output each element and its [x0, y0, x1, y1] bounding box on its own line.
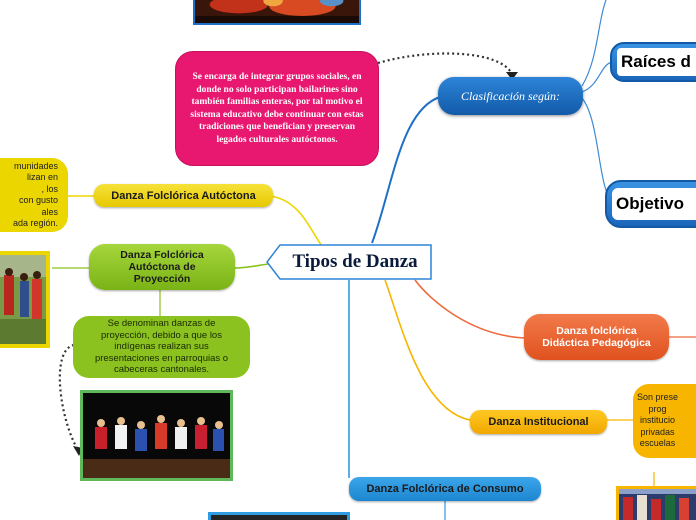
- note-integrar-grupos[interactable]: [175, 51, 379, 166]
- note-institucional[interactable]: [633, 384, 696, 458]
- node-proyeccion-label: Danza Folclórica Autóctona de Proyección: [120, 249, 204, 285]
- node-objetivos-label: Objetivo: [612, 188, 696, 220]
- node-central-tipos-de-danza[interactable]: [266, 244, 432, 280]
- dance-photo-top: [193, 0, 361, 25]
- note-integrar-text: Se encarga de integrar grupos sociales, en donde no solo participan bailarines sino también familias enteras, por tal motivo el sistema educativo debe continuar con estas tradiciones que benefician y preservan legados culturales autóctonos.: [190, 72, 364, 145]
- dance-photo-bottom-right: [616, 486, 696, 520]
- node-consumo-label: Danza Folclórica de Consumo: [366, 483, 524, 495]
- node-proyeccion[interactable]: [89, 244, 235, 290]
- dance-photo-bottom-left: [208, 512, 350, 520]
- central-node-label: Tipos de Danza: [292, 251, 418, 272]
- node-raices-label: Raíces d: [617, 48, 696, 76]
- note-proyeccion-text: Se denominan danzas de proyección, debido a que los indígenas realizan sus presentaciones en parroquias o cabeceras cantonales.: [94, 318, 229, 376]
- node-didactica-label: Danza folclórica Didáctica Pedagógica: [542, 325, 651, 349]
- node-autoctona-label: Danza Folclórica Autóctona: [111, 189, 256, 202]
- note-proyeccion[interactable]: [73, 316, 250, 378]
- node-clasificacion-label: Clasificación según:: [461, 88, 560, 103]
- node-institucional-label: Danza Institucional: [488, 416, 589, 428]
- note-autoctona[interactable]: [0, 158, 68, 232]
- dance-photo-stage: [80, 390, 233, 481]
- note-autoctona-text: munidades lizan en , los con gusto ales ada región.: [12, 160, 58, 228]
- node-institucional[interactable]: [470, 410, 607, 434]
- node-clasificacion[interactable]: [438, 77, 583, 115]
- node-objetivos[interactable]: [605, 180, 696, 228]
- node-autoctona[interactable]: [94, 184, 273, 207]
- node-didactica[interactable]: [524, 314, 669, 360]
- note-institucional-text: Son prese prog institucio privadas escuelas: [637, 392, 679, 449]
- node-raices[interactable]: [610, 42, 696, 82]
- node-consumo[interactable]: [349, 477, 541, 501]
- dance-photo-left: [0, 251, 50, 348]
